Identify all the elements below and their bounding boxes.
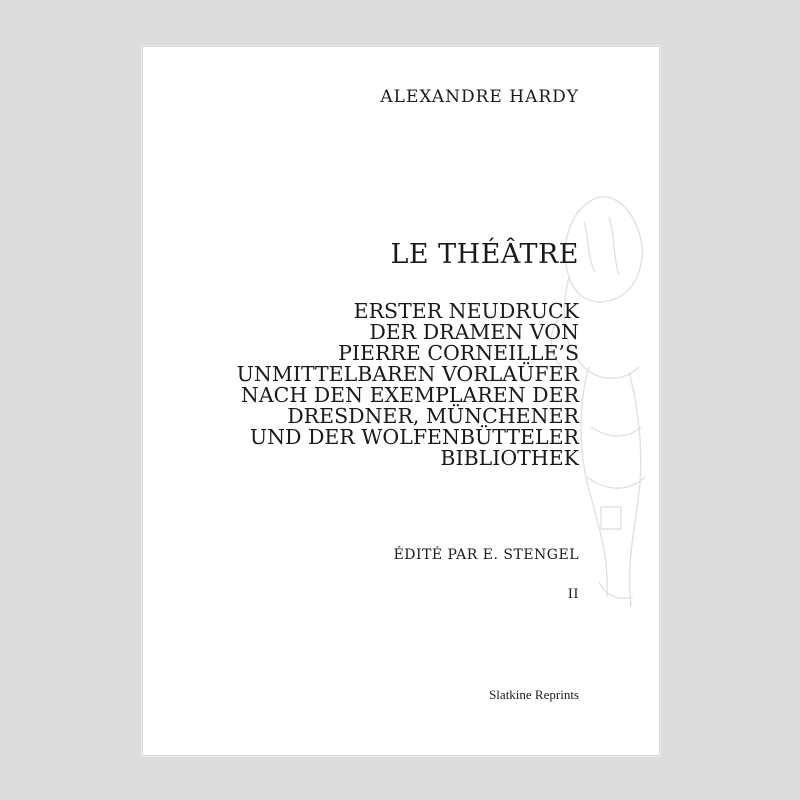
volume-number: II — [567, 587, 579, 602]
book-cover — [142, 46, 660, 756]
subtitle-line: UNMITTELBAREN VORLAÜFER — [236, 362, 579, 386]
author-name: ALEXANDRE HARDY — [380, 87, 579, 107]
editor-credit: ÉDITÉ PAR E. STENGEL — [393, 547, 579, 563]
subtitle-line: DRESDNER, MÜNCHENER — [287, 404, 579, 428]
book-subtitle — [237, 301, 579, 469]
subtitle-line: PIERRE CORNEILLE’S — [338, 341, 579, 365]
book-title: LE THÉÂTRE — [390, 239, 579, 270]
subtitle-line: ERSTER NEUDRUCK — [353, 299, 579, 323]
subtitle-line: NACH DEN EXEMPLAREN DER — [240, 383, 579, 407]
subtitle-line: DER DRAMEN VON — [369, 320, 579, 344]
subtitle-line: BIBLIOTHEK — [440, 446, 579, 470]
publisher-name: Slatkine Reprints — [489, 687, 579, 702]
subtitle-line: UND DER WOLFENBÜTTELER — [249, 425, 579, 449]
